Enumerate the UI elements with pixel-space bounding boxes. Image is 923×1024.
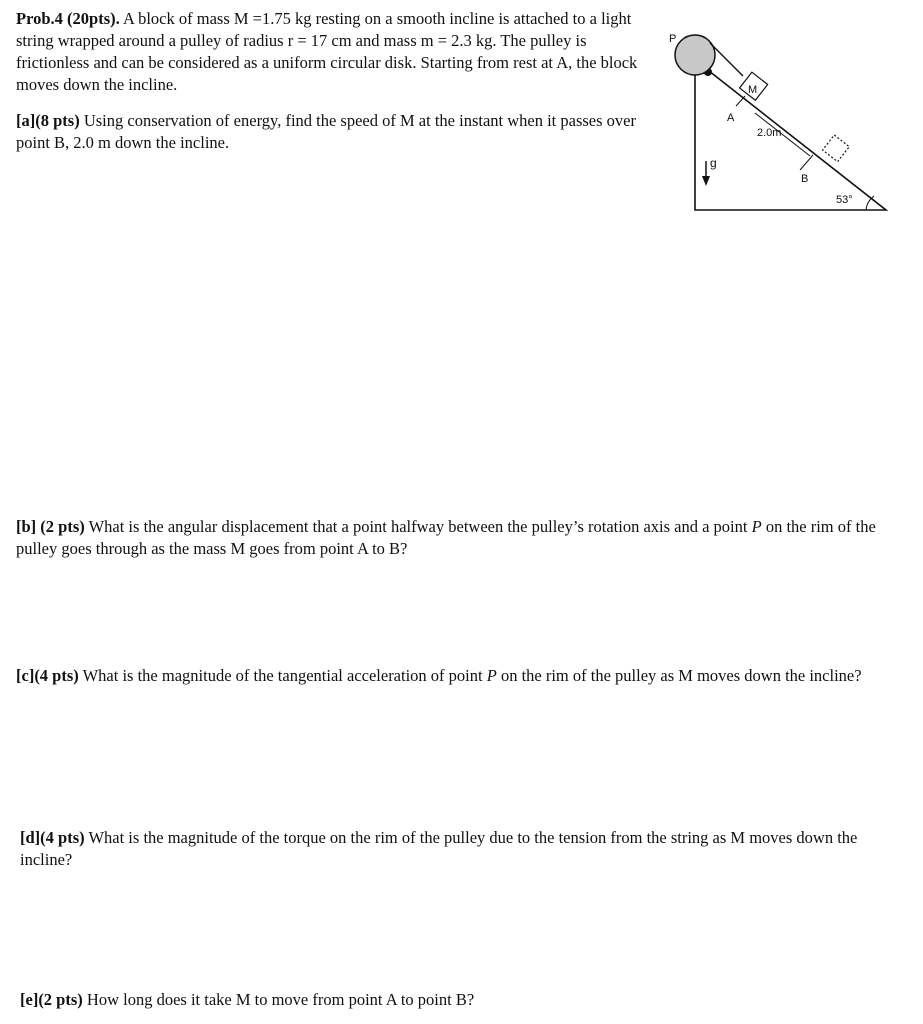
point-a-label: A [727, 112, 735, 124]
part-c-label: [c](4 pts) [16, 666, 79, 685]
part-a-label: [a](8 pts) [16, 111, 80, 130]
part-c-question-1: What is the magnitude of the tangential acceleration of point [82, 666, 483, 685]
part-b-question-1: What is the angular displacement that a point halfway between the pulley’s rotation axis and a point [88, 517, 748, 536]
pulley-p-label: P [669, 33, 677, 45]
part-e-question: How long does it take M to move from point A to point B? [86, 990, 475, 1009]
part-d-question: What is the magnitude of the torque on the rim of the pulley due to the tension from the string as M moves down the incline? [20, 828, 858, 869]
distance-label: 2.0m [757, 127, 782, 139]
problem-title: Prob.4 (20pts). [16, 9, 120, 28]
block-m-label: M [748, 84, 758, 96]
part-b-question-2: on the rim of the pulley goes through as the mass M goes from point A to B? [16, 517, 876, 558]
part-c-point: P [486, 666, 497, 685]
problem-text: A block of mass M =1.75 kg resting on a smooth incline is attached to a light string wrapped around a pulley of radius r = 17 cm and mass m = 2.3 kg. The pulley is frictionless and can be considered as a uniform circular disk. Starting from rest at A, the block moves down the incline. [16, 9, 638, 94]
part-d-label: [d](4 pts) [20, 828, 85, 847]
part-b-point: P [751, 517, 762, 536]
incline-triangle [695, 60, 886, 210]
part-a-question: Using conservation of energy, find the speed of M at the instant when it passes over point B, 2.0 m down the incline. [16, 111, 636, 152]
part-b-label: [b] (2 pts) [16, 517, 85, 536]
point-b-label: B [801, 173, 809, 185]
part-e-label: [e](2 pts) [20, 990, 83, 1009]
block-at-b-outline [823, 135, 850, 162]
point-a-tick [736, 96, 745, 106]
gravity-arrow-head [702, 176, 710, 186]
pulley-disk [675, 35, 715, 75]
part-c-question-2: on the rim of the pulley as M moves down the incline? [500, 666, 862, 685]
point-b-tick [800, 155, 813, 170]
gravity-label: g [710, 156, 717, 170]
angle-label: 53° [836, 194, 853, 206]
